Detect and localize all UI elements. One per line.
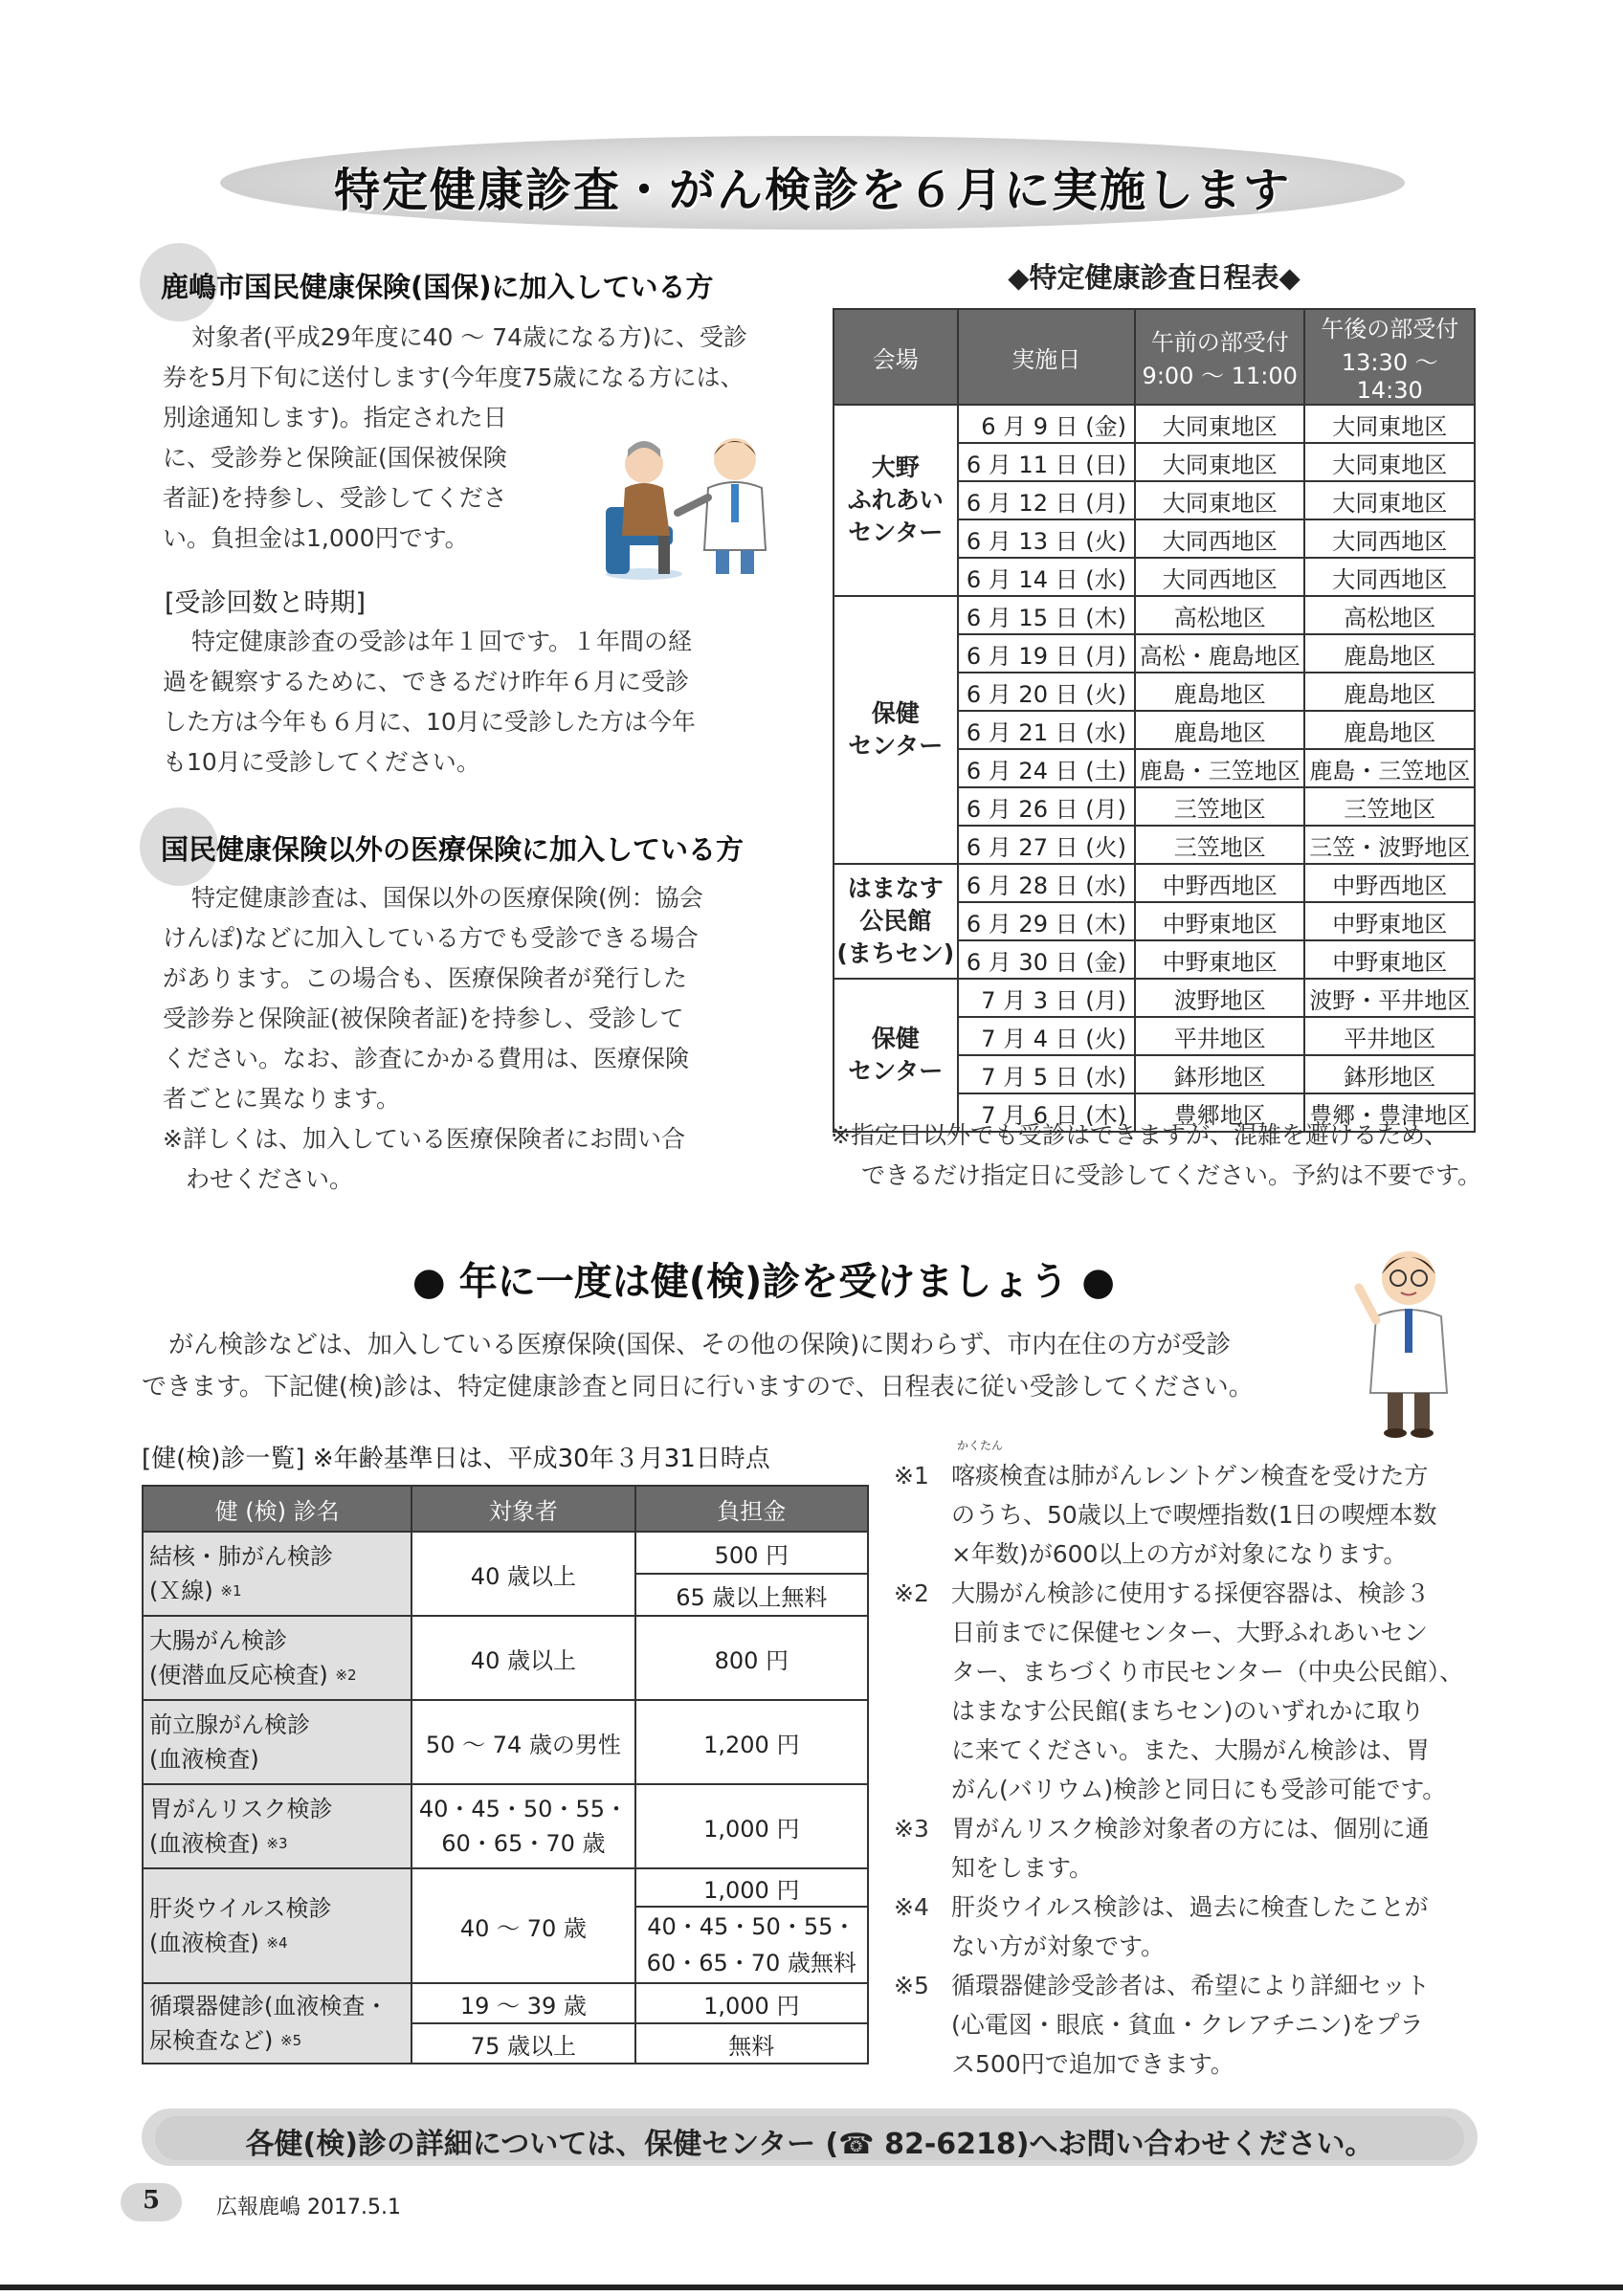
schedule-morning: 大同西地区 [1135, 558, 1305, 596]
note-item: ※2 大腸がん検診に使用する採便容器は、検診３ 日前までに保健センター、大野ふれあいセン ター、まちづくり市民センター（中央公民館）、 はまなす公民館(まちセン)のいずれかに取り に来てください。また、大腸がん検診は、胃 がん(バリウム)検診と同日にも受診可能です。 [894, 1579, 1464, 1803]
note-item: ※4 肝炎ウイルス検診は、過去に検査したことが ない方が対象です。 [894, 1893, 1429, 1960]
schedule-afternoon: 三笠地区 [1304, 787, 1475, 826]
page-title: 特定健康診査・がん検診を６月に実施します [333, 164, 1291, 217]
schedule-date: 6 月 20 日 (火) [958, 673, 1135, 711]
schedule-venue: 保健 センター [834, 979, 958, 1132]
schedule-afternoon: 鹿島地区 [1304, 634, 1475, 673]
schedule-afternoon: 三笠・波野地区 [1304, 826, 1475, 864]
note-item: ※5 循環器健診受診者は、希望により詳細セット (心電図・眼底・貧血・クレアチニン)をプラ ス500円で追加できます。 [894, 1972, 1431, 2078]
note-item: ※1 かくたん 喀痰検査は肺がんレントゲン検査を受けた方 のうち、50歳以上で喫煙指数(1日の喫煙本数 ×年数)が600以上の方が対象になります。 [894, 1439, 1437, 1568]
schedule-morning: 大同東地区 [1135, 443, 1305, 481]
exam-target: 40 歳以上 [411, 1616, 634, 1700]
exam-fee: 1,000 円 [635, 1784, 868, 1868]
schedule-row [834, 979, 1475, 1017]
schedule-date: 6 月 15 日 (木) [958, 596, 1135, 634]
doctor-illustration [1351, 1240, 1466, 1441]
exam-fee: 1,000 円 [635, 1868, 868, 1907]
schedule-date: 6 月 19 日 (月) [958, 634, 1135, 673]
schedule-title: ◆特定健康診査日程表◆ [1008, 261, 1301, 294]
schedule-afternoon: 大同東地区 [1304, 443, 1475, 481]
schedule-table [833, 308, 1476, 1133]
schedule-morning: 中野東地区 [1135, 940, 1305, 979]
schedule-date: 7 月 6 日 (木) [958, 1093, 1135, 1132]
schedule-morning: 三笠地区 [1135, 826, 1305, 864]
schedule-date: 6 月 12 日 (月) [958, 481, 1135, 519]
schedule-morning: 豊郷地区 [1135, 1093, 1305, 1132]
schedule-afternoon: 豊郷・豊津地区 [1304, 1093, 1475, 1132]
schedule-afternoon: 大同東地区 [1304, 405, 1475, 443]
schedule-row [834, 405, 1475, 443]
schedule-afternoon: 大同西地区 [1304, 519, 1475, 558]
section1-subheading: [受診回数と時期] [165, 588, 367, 618]
schedule-afternoon: 平井地区 [1304, 1017, 1475, 1055]
exam-fee: 1,000 円 [635, 1983, 868, 2023]
schedule-afternoon: 鹿島地区 [1304, 711, 1475, 749]
bottom-rule [0, 2285, 1623, 2290]
section1-body: 対象者(平成29年度に40 ～ 74歳になる方)に、受診 券を5月下旬に送付します(今年度75歳になる方には、 別途通知します)。指定された日 に、受診券と保険証(国保被保険 者証)を持参し、受診してくださ い。負担金は1,000円です。 [163, 323, 747, 552]
schedule-date: 6 月 11 日 (日) [958, 443, 1135, 481]
schedule-morning: 波野地区 [1135, 979, 1305, 1017]
schedule-date: 6 月 13 日 (火) [958, 519, 1135, 558]
publication-info: 広報鹿嶋 2017.5.1 [216, 2196, 401, 2219]
schedule-afternoon: 高松地区 [1304, 596, 1475, 634]
schedule-date: 7 月 5 日 (水) [958, 1055, 1135, 1093]
schedule-afternoon: 中野西地区 [1304, 864, 1475, 902]
exam-name: 結核・肺がん検診 (Ｘ線) $^{※1}$ [143, 1532, 411, 1616]
section1-heading: 鹿嶋市国民健康保険(国保)に加入している方 [161, 271, 714, 303]
schedule-morning: 大同西地区 [1135, 519, 1305, 558]
schedule-row [834, 596, 1475, 634]
exam-fee: 500 円 [635, 1532, 868, 1574]
schedule-afternoon: 中野東地区 [1304, 940, 1475, 979]
schedule-morning: 鹿島・三笠地区 [1135, 749, 1305, 787]
schedule-morning: 鹿島地区 [1135, 673, 1305, 711]
exam-name: 肝炎ウイルス検診 (血液検査) $^{※4}$ [143, 1868, 411, 1983]
schedule-morning: 高松地区 [1135, 596, 1305, 634]
schedule-afternoon: 大同西地区 [1304, 558, 1475, 596]
schedule-date: 7 月 3 日 (月) [958, 979, 1135, 1017]
schedule-afternoon: 鹿島地区 [1304, 673, 1475, 711]
exam-target: 19 ～ 39 歳 [411, 1983, 634, 2023]
exam-name: 循環器健診(血液検査・ 尿検査など) $^{※5}$ [143, 1983, 411, 2064]
schedule-header-morning: 午前の部受付 9:00 ～ 11:00 [1135, 309, 1305, 405]
exam-name: 大腸がん検診 (便潜血反応検査) $^{※2}$ [143, 1616, 411, 1700]
phone-icon: ☎ [838, 2128, 875, 2161]
exam-fee: 1,200 円 [635, 1700, 868, 1784]
exams-header-name: 健 (検) 診名 [143, 1486, 411, 1532]
exam-target: 40 ～ 70 歳 [411, 1868, 634, 1983]
schedule-date: 7 月 4 日 (火) [958, 1017, 1135, 1055]
schedule-date: 6 月 27 日 (火) [958, 826, 1135, 864]
exam-fee: 800 円 [635, 1616, 868, 1700]
exams-table [142, 1485, 869, 2064]
exams-caption: [健(検)診一覧] ※年齢基準日は、平成30年３月31日時点 [142, 1445, 770, 1473]
contact-text: 各健(検)診の詳細については、保健センター (☎ 82-6218)へお問い合わせください。 [245, 2128, 1374, 2161]
exams-header-fee: 負担金 [635, 1486, 868, 1532]
schedule-morning: 中野西地区 [1135, 864, 1305, 902]
schedule-date: 6 月 9 日 (金) [958, 405, 1135, 443]
exam-target: 40・45・50・55・ 60・65・70 歳 [411, 1784, 634, 1868]
schedule-venue: はまなす 公民館 (まちセン) [834, 864, 958, 979]
schedule-venue: 保健 センター [834, 596, 958, 864]
section2-body: 特定健康診査は、国保以外の医療保険(例：協会 けんぽ)などに加入している方でも受診できる場合 があります。この場合も、医療保険者が発行した 受診券と保険証(被保険者証)を持参し、受診して ください。なお、診査にかかる費用は、医療保険 者ごとに異なります。 ※詳しくは、加入している医療保険者にお問い合 わせください。 [163, 884, 703, 1193]
schedule-row [834, 864, 1475, 902]
schedule-note-1: ※指定日以外でも受診はできますが、混雑を避けるため、 [831, 1121, 1448, 1149]
doctor-patient-illustration [601, 421, 773, 584]
schedule-afternoon: 鹿島・三笠地区 [1304, 749, 1475, 787]
exam-target-elderly: 75 歳以上 [411, 2023, 634, 2064]
exam-fee-elderly: 65 歳以上無料 [635, 1574, 868, 1616]
schedule-morning: 高松・鹿島地区 [1135, 634, 1305, 673]
section3-body: がん検診などは、加入している医療保険(国保、その他の保険)に関わらず、市内在住の方が受診 できます。下記健(検)診は、特定健康診査と同日に行いますので、日程表に従い受診してください。 [142, 1331, 1254, 1402]
schedule-note-2: できるだけ指定日に受診してください。予約は不要です。 [861, 1161, 1482, 1189]
schedule-morning: 中野東地区 [1135, 902, 1305, 940]
exam-fee-elderly: 無料 [635, 2023, 868, 2064]
exam-target: 40 歳以上 [411, 1532, 634, 1616]
schedule-venue: 大野 ふれあい センター [834, 405, 958, 596]
page-number: 5 [142, 2186, 161, 2215]
schedule-afternoon: 大同東地区 [1304, 481, 1475, 519]
schedule-morning: 大同東地区 [1135, 481, 1305, 519]
notes-list [894, 1439, 1468, 2084]
schedule-morning: 平井地区 [1135, 1017, 1305, 1055]
schedule-morning: 鹿島地区 [1135, 711, 1305, 749]
schedule-morning: 大同東地区 [1135, 405, 1305, 443]
schedule-afternoon: 鉢形地区 [1304, 1055, 1475, 1093]
note-item: ※3 胃がんリスク検診対象者の方には、個別に通 知をします。 [894, 1815, 1430, 1882]
exam-fee-free: 40・45・50・55・ 60・65・70 歳無料 [635, 1907, 868, 1983]
schedule-date: 6 月 14 日 (水) [958, 558, 1135, 596]
section2-heading: 国民健康保険以外の医療保険に加入している方 [161, 833, 745, 866]
schedule-date: 6 月 28 日 (水) [958, 864, 1135, 902]
exam-name: 前立腺がん検診 (血液検査) [143, 1700, 411, 1784]
exam-name: 胃がんリスク検診 (血液検査) $^{※3}$ [143, 1784, 411, 1868]
schedule-morning: 三笠地区 [1135, 787, 1305, 826]
schedule-date: 6 月 26 日 (月) [958, 787, 1135, 826]
schedule-morning: 鉢形地区 [1135, 1055, 1305, 1093]
schedule-afternoon: 中野東地区 [1304, 902, 1475, 940]
exam-target: 50 ～ 74 歳の男性 [411, 1700, 634, 1784]
schedule-header-venue: 会場 [834, 309, 958, 405]
schedule-date: 6 月 29 日 (木) [958, 902, 1135, 940]
schedule-header-date: 実施日 [958, 309, 1135, 405]
section3-heading: ● 年に一度は健(検)診を受けましょう ● [411, 1260, 1116, 1304]
schedule-date: 6 月 24 日 (土) [958, 749, 1135, 787]
schedule-header-afternoon: 午後の部受付 13:30 ～ 14:30 [1304, 309, 1475, 405]
schedule-date: 6 月 21 日 (水) [958, 711, 1135, 749]
schedule-afternoon: 波野・平井地区 [1304, 979, 1475, 1017]
schedule-date: 6 月 30 日 (金) [958, 940, 1135, 979]
exams-header-target: 対象者 [411, 1486, 634, 1532]
section1-sub-body: 特定健康診査の受診は年１回です。１年間の経 過を観察するために、できるだけ昨年６月に受診 した方は今年も６月に、10月に受診した方は今年 も10月に受診してください。 [163, 628, 696, 776]
